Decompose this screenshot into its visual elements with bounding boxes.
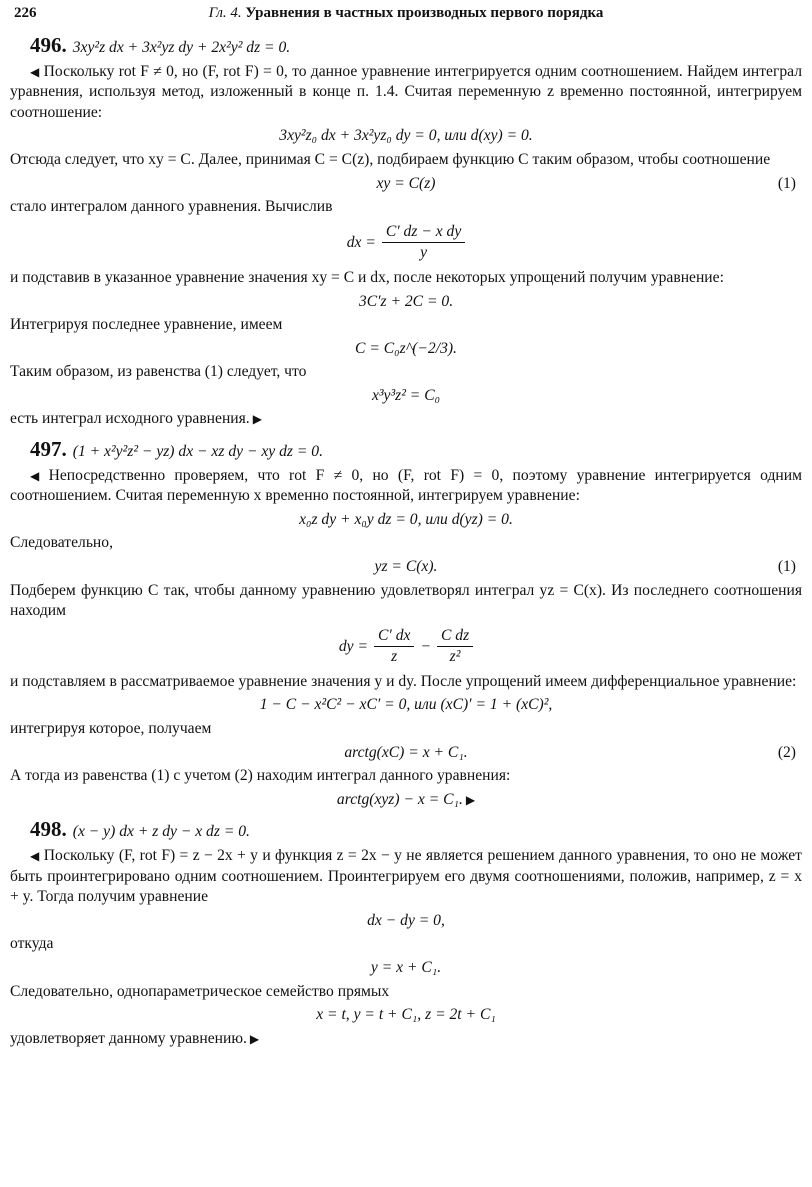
paragraph: Следовательно, однопараметрическое семейство прямых xyxy=(10,982,390,1000)
problem-number: 497. xyxy=(30,436,67,461)
denominator: z² xyxy=(449,648,461,666)
chapter-title: Уравнения в частных производных первого порядка xyxy=(245,5,604,21)
running-head xyxy=(10,4,802,24)
page-number: 226 xyxy=(14,5,37,21)
equation-numbered xyxy=(10,557,802,578)
equation: C = C₀z^(−2/3). xyxy=(355,339,457,357)
paragraph: интегрируя которое, получаем xyxy=(10,720,212,738)
fraction xyxy=(374,626,414,668)
equation-lhs: dx = xyxy=(346,233,376,251)
problem-equation: (x − y) dx + z dy − x dz = 0. xyxy=(72,823,250,841)
fraction xyxy=(382,222,465,264)
equation: yz = C(x). xyxy=(374,558,438,575)
paragraph: Следовательно, xyxy=(10,534,113,552)
fraction xyxy=(437,626,473,668)
paragraph: и подставляем в рассматриваемое уравнение значения y и dy. После упрощений имеем дифференциальное уравнение: xyxy=(10,672,797,690)
equation: xy = C(z) xyxy=(376,174,436,192)
equation: 3C′z + 2C = 0. xyxy=(358,292,454,310)
paragraph: откуда xyxy=(10,935,54,953)
numerator: C dz xyxy=(437,626,473,648)
paragraph: есть интеграл исходного уравнения. ▶ xyxy=(10,409,802,430)
paragraph: и подставив в указанное уравнение значения xy = C и dx, после некоторых упрощений получим уравнение: xyxy=(10,268,724,286)
paragraph: ◀ Непосредственно проверяем, что rot F ≠ 0, но (F, rot F) = 0, поэтому уравнение интегрируется одним соотношением. Считая переменную x временно постоянной, интегрируем уравнение: xyxy=(10,466,802,507)
equation-lhs: dy = xyxy=(338,637,368,655)
paragraph: Подберем функцию C так, чтобы данному уравнению удовлетворял интеграл yz = C(x). Из последнего соотношения находим xyxy=(10,581,802,620)
equation: dx − dy = 0, xyxy=(367,911,445,929)
equation: 3xy²z₀ dx + 3x²yz₀ dy = 0, или d(xy) = 0. xyxy=(279,127,533,145)
equation-numbered xyxy=(10,174,802,195)
problem-498 xyxy=(10,816,802,844)
equation: arctg(xC) = x + C₁. xyxy=(344,743,468,761)
equation-tag: (1) xyxy=(777,174,796,192)
paragraph: удовлетворяет данному уравнению. ▶ xyxy=(10,1029,802,1050)
paragraph: ◀ Поскольку rot F ≠ 0, но (F, rot F) = 0, то данное уравнение интегрируется одним соотношением. Найдем интеграл уравнения, используя метод, изложенный в конце п. 1.4. Считая переменную z временно постоянной, интегрируем соотношение: xyxy=(10,62,802,124)
equation: x³y³z² = C₀ xyxy=(371,386,441,404)
page-header xyxy=(10,4,802,26)
denominator: y xyxy=(420,244,428,262)
chapter-label: Гл. 4. xyxy=(208,5,242,21)
fraction-equation xyxy=(10,626,802,668)
equation: x₀z dy + x₀y dz = 0, или d(yz) = 0. xyxy=(299,510,513,528)
numerator: C′ dz − x dy xyxy=(382,222,465,244)
equation: x = t, y = t + C₁, z = 2t + C₁ xyxy=(316,1006,496,1024)
equation-numbered xyxy=(10,743,802,764)
operator: − xyxy=(420,637,431,655)
equation: 1 − C − x²C² − xC′ = 0, или (xC)′ = 1 + (xC)², xyxy=(259,696,553,714)
paragraph: ◀ Поскольку (F, rot F) = z − 2x + y и функция z = 2x − y не является решением данного уравнения, то оно не может быть проинтегрировано одним соотношением. Проинтегрируем его двумя соотношениями, положив, например, z = x + y. Тогда получим уравнение xyxy=(10,846,802,908)
paragraph: Интегрируя последнее уравнение, имеем xyxy=(10,316,283,334)
paragraph: А тогда из равенства (1) с учетом (2) находим интеграл данного уравнения: xyxy=(10,767,511,785)
problem-496 xyxy=(10,32,802,60)
numerator: C′ dx xyxy=(374,626,414,648)
paragraph: Отсюда следует, что xy = C. Далее, принимая C = C(z), подбираем функцию C таким образом, чтобы соотношение xyxy=(10,151,771,169)
paragraph: Таким образом, из равенства (1) следует, что xyxy=(10,363,307,381)
problem-equation: 3xy²z dx + 3x²yz dy + 2x²y² dz = 0. xyxy=(72,39,291,56)
paragraph: стало интегралом данного уравнения. Вычислив xyxy=(10,198,333,216)
problem-number: 496. xyxy=(30,33,67,57)
denominator: z xyxy=(391,648,398,666)
problem-equation: (1 + x²y²z² − yz) dx − xz dy − xy dz = 0. xyxy=(72,442,323,460)
equation: y = x + C₁. xyxy=(370,958,442,976)
problem-497 xyxy=(10,436,802,464)
problem-number: 498. xyxy=(30,817,67,842)
fraction-equation xyxy=(10,222,802,264)
equation-tag: (1) xyxy=(777,558,796,575)
equation-tag: (2) xyxy=(777,743,796,761)
equation: arctg(xyz) − x = C₁. ▶ xyxy=(10,790,802,811)
